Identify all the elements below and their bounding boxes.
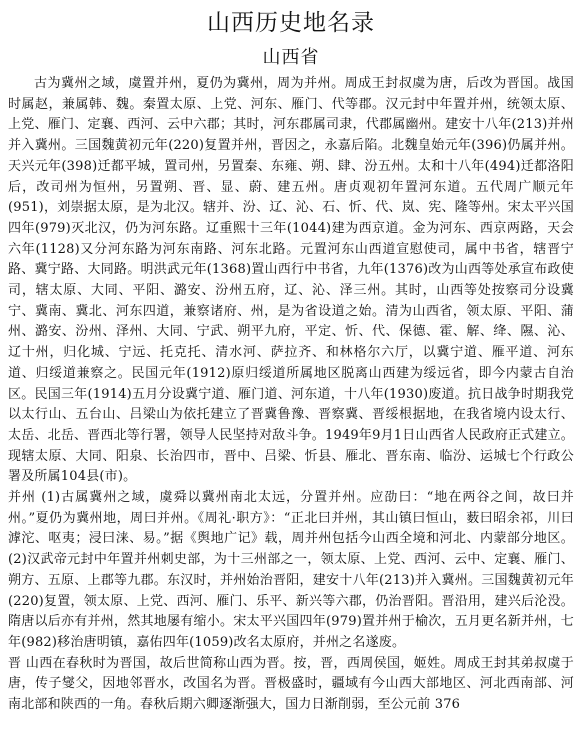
paragraph-entry-jin: 晋 山西在春秋时为晋国，故后世简称山西为晋。按，晋，西周侯国，姬姓。周成王封其弟叔虞于唐，传子燮父，因地邻晋水，改国名为晋。晋极盛时，疆域有今山西大部地区、河北西南部、河南北部和陕西的一角。春秋后期六卿逐渐强大，国力日渐削弱，至公元前 376	[8, 655, 574, 713]
paragraph-entry-bingzhou: 并州 (1)古属冀州之域，虞舜以冀州南北太远，分置并州。应劭曰：“地在两谷之间，故曰并州。”夏仍为冀州地，周曰并州。《周礼·职方》：“正北曰并州，其山镇曰恒山，薮曰昭余祁，川曰滹沱、呕夷；浸曰涞、易。”据《舆地广记》载，周并州包括今山西全境和河北、内蒙部分地区。 (2)汉武帝元封中年置并州刺史部，为十三州部之一，领太原、上党、西河、云中、定襄、雁门、朔方、五原、上郡等九郡。东汉时，并州始治晋阳，建安十八年(213)并入冀州。三国魏黄初元年(220)复置，领太原、上党、西河、雁门、乐平、新兴等六郡，仍治晋阳。晋沿用，建兴后沦没。隋唐以后亦有并州，然其地屡有缩小。宋太平兴国四年(979)置并州于榆次，五月更名新并州，七年(982)移治唐明镇，嘉佑四年(1059)改名太原府，并州之名遂废。	[8, 490, 574, 650]
document-title: 山西历史地名录	[207, 10, 375, 36]
section-title: 山西省	[262, 47, 320, 68]
paragraph-province-history: 古为冀州之域，虞置并州，夏仍为冀州，周为并州。周成王封叔虞为唐，后改为晋国。战国时属赵，兼属韩、魏。秦置太原、上党、河东、雁门、代等郡。汉元封中年置并州，统领太原、上党、雁门、定襄、西河、云中六郡；其时，河东郡属司隶，代郡属幽州。建安十八年(213)并州并入冀州。三国魏黄初元年(220)复置并州，晋因之，永嘉后陷。北魏皇始元年(396)仍属并州。天兴元年(398)迁都平城，置司州，另置秦、东雍、朔、肆、汾五州。太和十八年(494)迁都洛阳后，改司州为恒州，另置朔、晋、显、蔚、建五州。唐贞观初年置河东道。五代周广顺元年(951)，刘崇据太原，是为北汉。辖并、汾、辽、沁、石、忻、代、岚、宪、隆等州。宋太平兴国四年(979)灭北汉，仍为河东路。辽重熙十三年(1044)建为西京道。金为河东、西京两路，天会六年(1128)又分河东路为河东南路、河东北路。元置河东山西道宣慰使司，属中书省，辖晋宁路、冀宁路、大同路。明洪武元年(1368)置山西行中书省，九年(1376)改为山西等处承宣布政使司，辖太原、大同、平阳、潞安、汾州五府，辽、沁、泽三州。其时，山西等处按察司分设冀宁、冀南、冀北、河东四道，兼察诸府、州，是为省设道之始。清为山西省，领太原、平阳、蒲州、潞安、汾州、泽州、大同、宁武、朔平九府，平定、忻、代、保德、霍、解、绛、隰、沁、辽十州，归化城、宁远、托克托、清水河、萨拉齐、和林格尔六厅，以冀宁道、雁平道、河东道、归绥道兼察之。民国元年(1912)原归绥道所属地区脱离山西建为绥远省，即今内蒙古自治区。民国三年(1914)五月分设冀宁道、雁门道、河东道，十八年(1930)废道。抗日战争时期我党以太行山、五台山、吕梁山为依托建立了晋冀鲁豫、晋察冀、晋绥根据地，在我省境内设太行、太岳、北岳、晋西北等行署，领导人民坚持对敌斗争。1949年9月1日山西省人民政府正式建立。现辖太原、大同、阳泉、长治四市，晋中、吕梁、忻县、雁北、晋东南、临汾、运城七个行政公署及所属104县(市)。	[8, 76, 574, 485]
